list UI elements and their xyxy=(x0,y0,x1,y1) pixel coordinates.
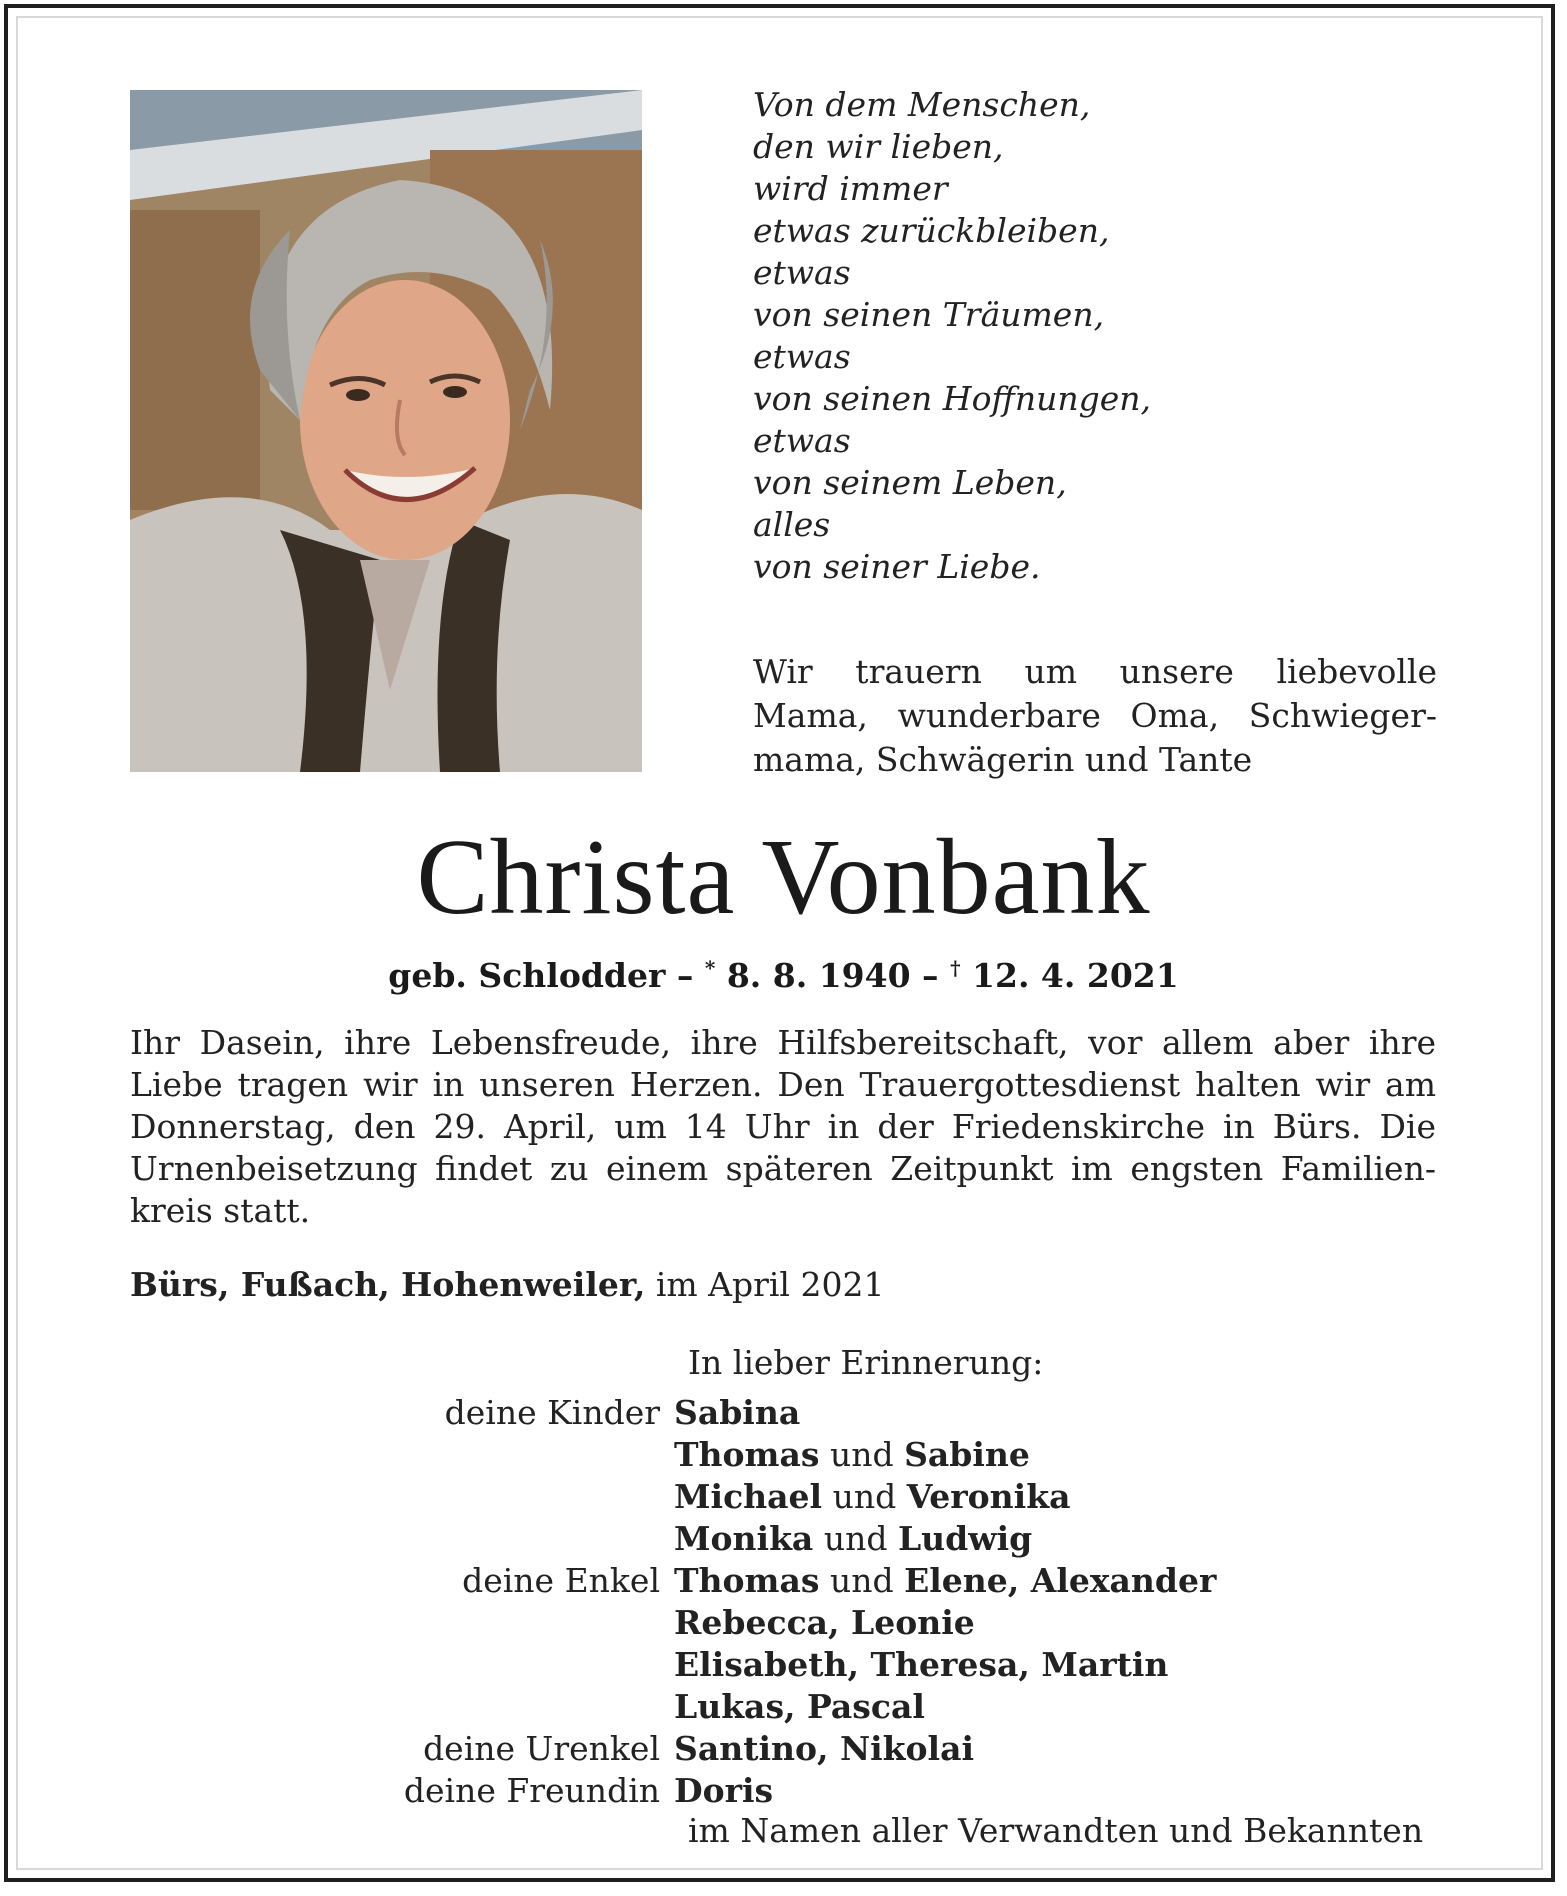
poem-line: den wir lieben, xyxy=(753,127,1004,166)
relation-label: deine Kinder xyxy=(444,1393,660,1432)
relative-name: Veronika xyxy=(906,1477,1071,1516)
relation-label xyxy=(300,1518,674,1560)
maiden-name: geb. Schlodder – xyxy=(388,956,694,995)
poem-line: von seinem Leben, xyxy=(753,463,1067,502)
date: im April 2021 xyxy=(655,1265,885,1304)
deceased-name: Christa Vonbank xyxy=(416,818,1151,937)
relative-name: Ludwig xyxy=(897,1519,1033,1558)
relative-names xyxy=(674,1476,1450,1518)
announcement-line: kreis statt. xyxy=(130,1191,311,1230)
name-connector: und xyxy=(819,1435,905,1474)
death-symbol: † xyxy=(950,956,961,980)
announcement-line: Donnerstag, den 29. April, um 14 Uhr in der Friedenskirche in Bürs. Die xyxy=(130,1107,1436,1146)
relative-name: Thomas xyxy=(674,1561,820,1600)
relative-names xyxy=(674,1434,1450,1476)
relation-label xyxy=(300,1602,674,1644)
place-and-date xyxy=(130,1264,884,1306)
death-date: 12. 4. 2021 xyxy=(972,956,1179,995)
life-dates xyxy=(0,948,1567,996)
relation-label: deine Enkel xyxy=(462,1561,660,1600)
poem-line: etwas xyxy=(753,337,851,376)
birth-date: 8. 8. 1940 – xyxy=(726,956,939,995)
family-row xyxy=(300,1602,1450,1644)
places: Bürs, Fußach, Hohenweiler, xyxy=(130,1265,646,1304)
poem-line: etwas xyxy=(753,253,851,292)
poem xyxy=(753,84,1373,588)
name-connector: und xyxy=(819,1561,905,1600)
birth-symbol: * xyxy=(704,956,716,980)
relative-names xyxy=(674,1518,1450,1560)
relative-name: Doris xyxy=(674,1771,774,1810)
relation-label: deine Urenkel xyxy=(423,1729,660,1768)
announcement-line: Ihr Dasein, ihre Lebensfreude, ihre Hilfsbereitschaft, vor allem aber ihre xyxy=(130,1023,1436,1062)
poem-line: wird immer xyxy=(753,169,948,208)
announcement-line: Liebe tragen wir in unseren Herzen. Den Trauergottesdienst halten wir am xyxy=(130,1065,1436,1104)
relative-name: Elene, Alexander xyxy=(904,1561,1217,1600)
poem-line: von seinen Träumen, xyxy=(753,295,1105,334)
name-connector: und xyxy=(822,1477,907,1516)
relative-name: Monika xyxy=(674,1519,814,1558)
poem-line: etwas zurückbleiben, xyxy=(753,211,1110,250)
relation-label xyxy=(300,1644,674,1686)
relative-name: Santino, Nikolai xyxy=(674,1729,974,1768)
announcement-text xyxy=(130,1022,1436,1232)
relative-names xyxy=(674,1644,1450,1686)
portrait-illustration xyxy=(130,90,642,772)
mourning-line: Mama, wunderbare Oma, Schwieger- xyxy=(753,696,1437,735)
family-row xyxy=(300,1728,1450,1770)
family-row xyxy=(300,1644,1450,1686)
relative-names xyxy=(674,1560,1450,1602)
poem-line: alles xyxy=(753,505,831,544)
relative-name: Sabina xyxy=(674,1393,801,1432)
mourning-line: mama, Schwägerin und Tante xyxy=(753,740,1253,779)
relative-names xyxy=(674,1392,1450,1434)
portrait-photo xyxy=(130,90,642,772)
relative-name: Michael xyxy=(674,1477,823,1516)
relative-name: Rebecca, Leonie xyxy=(674,1603,975,1642)
family-row xyxy=(300,1686,1450,1728)
name-connector: und xyxy=(813,1519,898,1558)
relative-name: Elisabeth, Theresa, Martin xyxy=(674,1645,1169,1684)
relation-label: deine Freundin xyxy=(403,1771,660,1810)
poem-line: etwas xyxy=(753,421,851,460)
relation-label xyxy=(300,1686,674,1728)
family-row xyxy=(300,1770,1450,1812)
relative-names xyxy=(674,1728,1450,1770)
poem-line: Von dem Menschen, xyxy=(753,85,1091,124)
announcement-line: Urnenbeisetzung findet zu einem späteren Zeitpunkt im engsten Familien- xyxy=(130,1149,1436,1188)
relative-names xyxy=(674,1770,1450,1812)
family-row xyxy=(300,1560,1450,1602)
poem-line: von seinen Hoffnungen, xyxy=(753,379,1151,418)
mourning-statement xyxy=(753,650,1437,782)
relative-names xyxy=(674,1602,1450,1644)
relation-label xyxy=(300,1434,674,1476)
closing-line: im Namen aller Verwandten und Bekannten xyxy=(688,1811,1424,1850)
family-row xyxy=(300,1392,1450,1434)
relation-label xyxy=(300,1476,674,1518)
relative-name: Lukas, Pascal xyxy=(674,1687,925,1726)
relative-name: Thomas xyxy=(674,1435,820,1474)
family-list xyxy=(300,1392,1450,1812)
poem-line: von seiner Liebe. xyxy=(753,547,1041,586)
relative-names xyxy=(674,1686,1450,1728)
family-row xyxy=(300,1476,1450,1518)
relative-name: Sabine xyxy=(904,1435,1030,1474)
signoff: In lieber Erinnerung: xyxy=(688,1343,1044,1382)
mourning-line: Wir trauern um unsere liebevolle xyxy=(753,652,1437,691)
family-row xyxy=(300,1518,1450,1560)
family-row xyxy=(300,1434,1450,1476)
